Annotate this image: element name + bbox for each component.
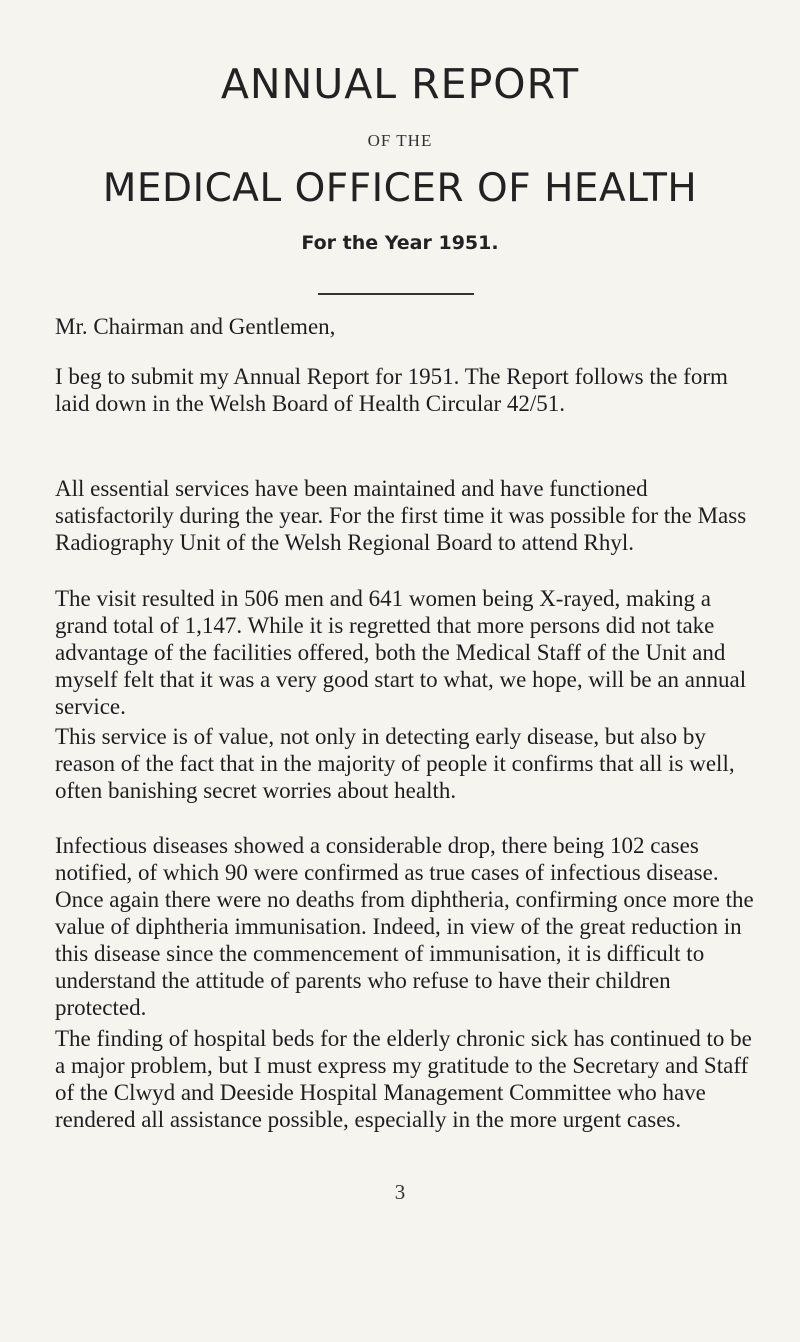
report-year: For the Year 1951. <box>301 232 499 254</box>
paragraph-2: All essential services have been maintained and have functioned satisfactorily during the year. For the first time it was possible for the Mass Radiography Unit of the Welsh Regional Board to attend Rhyl. <box>55 476 747 555</box>
report-subtitle: MEDICAL OFFICER OF HEALTH <box>102 166 698 211</box>
report-title: ANNUAL REPORT <box>220 60 580 108</box>
title-connector: OF THE <box>367 131 433 150</box>
paragraph-5: Infectious diseases showed a considerable drop, there being 102 cases notified, of which 90 were confirmed as true cases of infectious disease. Once again there were no deaths from diphtheria, confirming once more the value of diphtheria immunisation. Indeed, in view of the great reduction in this disease since the commencement of immunisation, it is difficult to understand the attitude of parents who refuse to have their children protected. <box>55 833 754 1020</box>
title-divider <box>318 293 474 295</box>
paragraph-6: The finding of hospital beds for the elderly chronic sick has continued to be a major problem, but I must express my gratitude to the Secretary and Staff of the Clwyd and Deeside Hospital Management Committee who have rendered all assistance possible, especially in the more urgent cases. <box>55 1026 752 1132</box>
salutation: Mr. Chairman and Gentlemen, <box>55 314 336 339</box>
paragraph-4: This service is of value, not only in detecting early disease, but also by reason of the fact that in the majority of people it confirms that all is well, often banishing secret worries about health. <box>55 724 735 803</box>
paragraph-3: The visit resulted in 506 men and 641 women being X-rayed, making a grand total of 1,147. While it is regretted that more persons did not take advantage of the facilities offered, both the Medical Staff of the Unit and myself felt that it was a very good start to what, we hope, will be an annual service. <box>55 586 747 719</box>
page-number: 3 <box>394 1180 406 1204</box>
paragraph-1: I beg to submit my Annual Report for 1951. The Report follows the form laid down in the Welsh Board of Health Circular 42/51. <box>55 364 728 416</box>
